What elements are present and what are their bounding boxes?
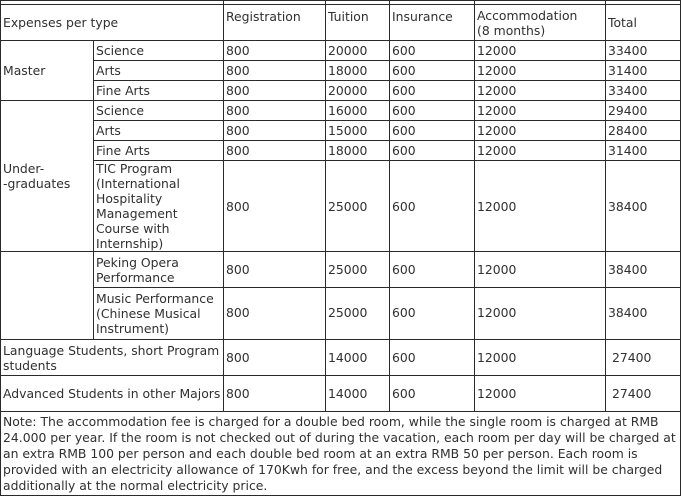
row-accommodation: 12000 [475, 252, 606, 288]
row-registration: 800 [224, 376, 326, 412]
header-insurance: Insurance [390, 5, 475, 41]
table-row [1, 252, 681, 288]
row-name: Language Students, short Program students [1, 340, 224, 376]
row-accommodation: 12000 [475, 121, 606, 141]
row-tuition: 25000 [326, 161, 390, 252]
row-name: Fine Arts [94, 81, 224, 101]
row-registration: 800 [224, 141, 326, 161]
group-undergraduates-line2: -graduates [3, 176, 71, 191]
row-accommodation: 12000 [475, 101, 606, 121]
row-tuition: 20000 [326, 41, 390, 61]
row-accommodation: 12000 [475, 41, 606, 61]
row-insurance: 600 [390, 340, 475, 376]
header-accommodation-line2: (8 months) [477, 22, 546, 38]
row-total: 38400 [606, 252, 681, 288]
row-insurance: 600 [390, 141, 475, 161]
row-total: 28400 [606, 121, 681, 141]
row-insurance: 600 [390, 81, 475, 101]
table-row [1, 161, 681, 252]
row-total: 27400 [606, 376, 681, 412]
row-tuition: 18000 [326, 141, 390, 161]
row-total: 33400 [606, 41, 681, 61]
row-accommodation: 12000 [475, 61, 606, 81]
group-undergraduates [1, 101, 94, 252]
row-insurance: 600 [390, 61, 475, 81]
row-registration: 800 [224, 288, 326, 340]
row-insurance: 600 [390, 376, 475, 412]
row-name: Peking Opera Performance [94, 252, 224, 288]
table-row [1, 141, 681, 161]
row-registration: 800 [224, 161, 326, 252]
header-accommodation-line1: Accommodation [477, 7, 578, 23]
group-undergraduates-line1: Under- [3, 161, 45, 176]
row-registration: 800 [224, 252, 326, 288]
row-total: 33400 [606, 81, 681, 101]
row-total: 31400 [606, 61, 681, 81]
row-name: Fine Arts [94, 141, 224, 161]
row-name: Arts [94, 61, 224, 81]
row-accommodation: 12000 [475, 340, 606, 376]
row-registration: 800 [224, 41, 326, 61]
row-tuition: 25000 [326, 288, 390, 340]
table-row [1, 376, 681, 412]
header-expenses-per-type: Expenses per type [1, 5, 224, 41]
row-total: 29400 [606, 101, 681, 121]
row-name: Science [94, 41, 224, 61]
row-insurance: 600 [390, 252, 475, 288]
row-accommodation: 12000 [475, 288, 606, 340]
row-registration: 800 [224, 61, 326, 81]
table-row [1, 41, 681, 61]
table-row [1, 340, 681, 376]
table-row [1, 81, 681, 101]
row-name: Arts [94, 121, 224, 141]
row-insurance: 600 [390, 161, 475, 252]
header-tuition: Tuition [326, 5, 390, 41]
row-tuition: 16000 [326, 101, 390, 121]
row-registration: 800 [224, 121, 326, 141]
row-tuition: 14000 [326, 340, 390, 376]
row-name: Music Performance (Chinese Musical Instrument) [94, 288, 224, 340]
row-tuition: 14000 [326, 376, 390, 412]
header-total: Total [606, 5, 681, 41]
table-row [1, 101, 681, 121]
row-tuition: 25000 [326, 252, 390, 288]
row-tuition: 15000 [326, 121, 390, 141]
row-name: TIC Program (International Hospitality Management Course with Internship) [94, 161, 224, 252]
header-registration: Registration [224, 5, 326, 41]
table-row [1, 121, 681, 141]
row-insurance: 600 [390, 101, 475, 121]
row-registration: 800 [224, 81, 326, 101]
row-accommodation: 12000 [475, 161, 606, 252]
table-row [1, 61, 681, 81]
note-row [1, 412, 681, 496]
note-text: Note: The accommodation fee is charged for a double bed room, while the single room is charged at RMB 24.000 per year. If the room is not checked out of during the vacation, each room per day will be charged at an extra RMB 100 per person and each double bed room at an extra RMB 50 per person. Each room is provided with an electricity allowance of 170Kwh for free, and the excess beyond the limit will be charged additionally at the normal electricity price. [1, 412, 681, 496]
row-insurance: 600 [390, 41, 475, 61]
row-total: 27400 [606, 340, 681, 376]
row-accommodation: 12000 [475, 376, 606, 412]
row-insurance: 600 [390, 121, 475, 141]
row-name: Advanced Students in other Majors [1, 376, 224, 412]
row-total: 38400 [606, 288, 681, 340]
row-insurance: 600 [390, 288, 475, 340]
row-accommodation: 12000 [475, 81, 606, 101]
row-accommodation: 12000 [475, 141, 606, 161]
group-master: Master [1, 41, 94, 101]
row-total: 31400 [606, 141, 681, 161]
table-row [1, 288, 681, 340]
row-registration: 800 [224, 101, 326, 121]
row-registration: 800 [224, 340, 326, 376]
row-tuition: 18000 [326, 61, 390, 81]
row-name: Science [94, 101, 224, 121]
header-accommodation [475, 5, 606, 41]
group-empty-cell [1, 252, 94, 340]
row-tuition: 20000 [326, 81, 390, 101]
row-total: 38400 [606, 161, 681, 252]
header-row [1, 5, 681, 41]
